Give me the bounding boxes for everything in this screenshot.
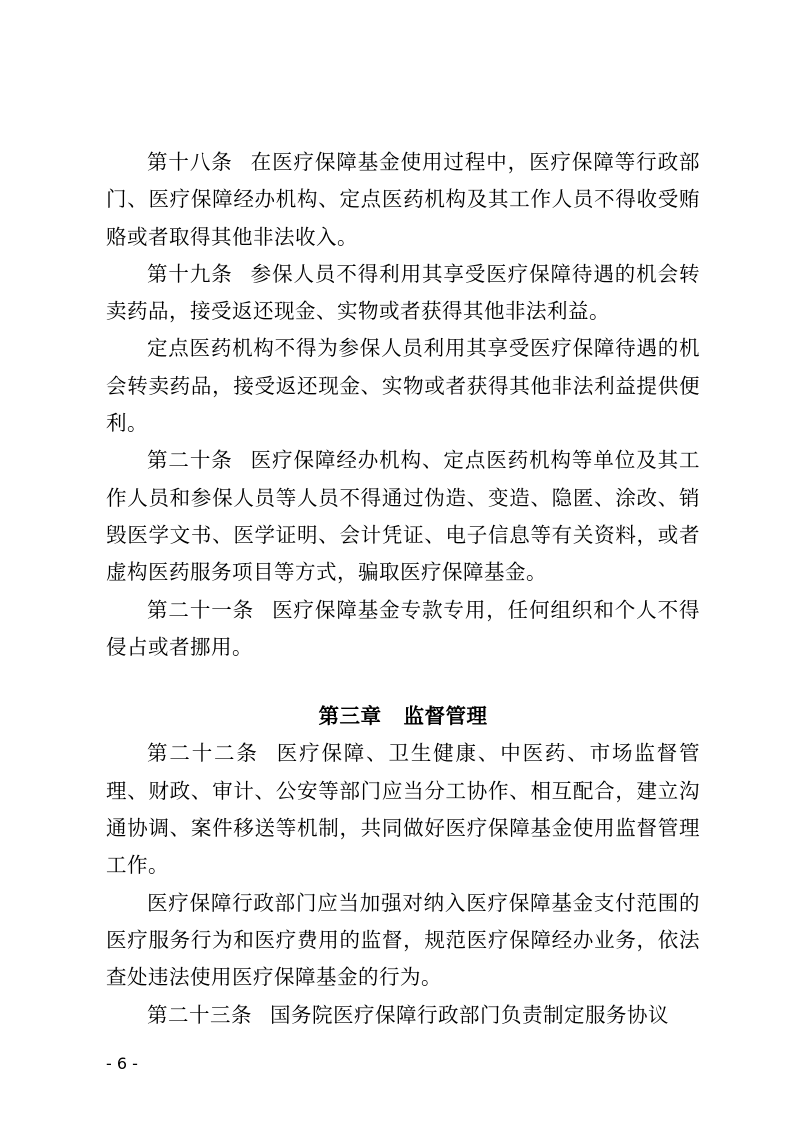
article-18-paragraph: [106, 144, 700, 256]
article-number: 第二十三条: [147, 1002, 252, 1027]
article-number: 第十八条: [147, 150, 233, 174]
article-text: 医疗保障基金专款专用，任何组织和个人不得侵占或者挪用。: [106, 597, 701, 659]
article-text: 医疗保障、卫生健康、中医药、市场监督管理、财政、审计、公安等部门应当分工协作、相互配合，建立沟通协调、案件移送等机制，共同做好医疗保障基金使用监督管理工作。: [106, 741, 701, 878]
article-22-paragraph: [106, 735, 700, 884]
article-number: 第二十二条: [147, 741, 259, 766]
article-number: 第二十一条: [147, 597, 255, 622]
article-20-paragraph: [106, 442, 700, 591]
article-text: 定点医药机构不得为参保人员利用其享受医疗保障待遇的机会转卖药品，接受返还现金、实物或者获得其他非法利益提供便利。: [106, 336, 700, 436]
article-21-paragraph: [106, 592, 700, 667]
article-text: 国务院医疗保障行政部门负责制定服务协议: [270, 1002, 669, 1027]
article-number: 第二十条: [147, 448, 233, 473]
chapter-heading: [106, 698, 700, 735]
article-number: 第十九条: [147, 261, 233, 286]
article-19-paragraph: [106, 256, 700, 331]
chapter-title: 监督管理: [403, 704, 488, 729]
article-22-continuation-paragraph: [106, 885, 700, 997]
article-23-paragraph: [106, 997, 700, 1034]
article-19-continuation-paragraph: [106, 330, 700, 442]
article-text: 医疗保障经办机构、定点医药机构等单位及其工作人员和参保人员等人员不得通过伪造、变造、隐匿、涂改、销毁医学文书、医学证明、会计凭证、电子信息等有关资料，或者虚构医药服务项目等方式，骗取医疗保障基金。: [106, 448, 701, 585]
article-text: 参保人员不得利用其享受医疗保障待遇的机会转卖药品，接受返还现金、实物或者获得其他非法利益。: [106, 261, 701, 324]
page-number: - 6 -: [106, 1054, 138, 1073]
chapter-number: 第三章: [318, 704, 382, 729]
page-content: [106, 144, 700, 1034]
article-text: 在医疗保障基金使用过程中，医疗保障等行政部门、医疗保障经办机构、定点医药机构及其工作人员不得收受贿赂或者取得其他非法收入。: [106, 150, 701, 249]
article-text: 医疗保障行政部门应当加强对纳入医疗保障基金支付范围的医疗服务行为和医疗费用的监督，规范医疗保障经办业务，依法查处违法使用医疗保障基金的行为。: [106, 890, 700, 990]
